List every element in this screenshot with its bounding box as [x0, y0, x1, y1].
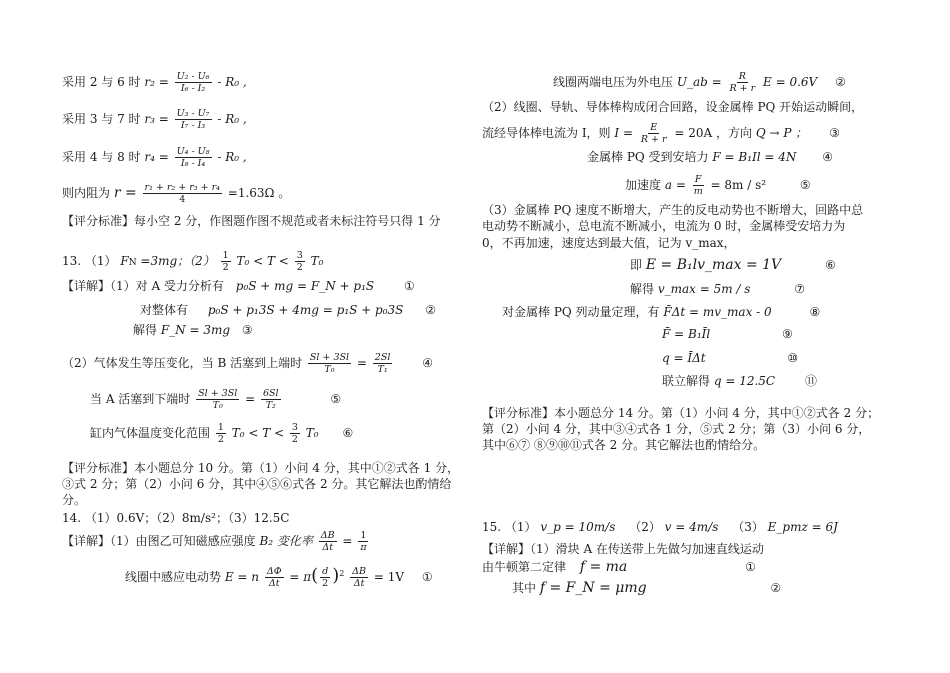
r2-num: U₂ - U₆: [176, 71, 210, 82]
q13-label: 13. （1）: [62, 254, 117, 268]
rc-10-no: ⑨: [782, 327, 793, 341]
q14-answer: 14. （1）0.6V；（2）8m/s²；（3）12.5C: [62, 511, 290, 525]
d13-3-no: ③: [241, 323, 253, 337]
d13-5-eqsign: =: [245, 392, 256, 406]
rc-line7: [630, 257, 836, 273]
rc-7-eq: E = B₁lv_max = 1V: [645, 257, 782, 273]
d13-line6: [90, 422, 353, 445]
rc-line5: [625, 174, 811, 197]
d14-2-d: Δt: [268, 578, 280, 589]
rc-7-text: 即: [630, 258, 643, 272]
q15-c-label: （3）: [732, 520, 764, 534]
score14-line1: 【评分标准】本小题总分 14 分。第（1）小问 4 分，其中①②式各 2 分；: [482, 406, 880, 420]
rc-4-no: ④: [822, 150, 834, 164]
rc-3-d: R + r: [640, 134, 667, 145]
d14-1-n2: 1: [360, 530, 367, 541]
d14-line1: [62, 530, 371, 553]
d13-1-text: 【详解】（1）对 A 受力分析有: [62, 279, 224, 293]
rc-line9: [502, 304, 820, 320]
d13-4-text: （2）气体发生等压变化，当 B 活塞到上端时: [62, 356, 303, 370]
rc-line4: [587, 149, 833, 165]
inner-den: 4: [179, 194, 186, 205]
d14-2-mid: = π: [289, 570, 312, 584]
rc-line6b: 电动势不断减小，总电流不断减小，电流为 0 时，金属棒受安培力为: [482, 219, 846, 233]
q15-label: 15. （1）: [482, 520, 537, 534]
d13-5-d2: T₂: [265, 400, 276, 411]
rc-3-frac: [639, 122, 669, 145]
r4-prefix: 采用 4 与 8 时: [62, 150, 141, 164]
d15-2-no: ①: [745, 560, 756, 574]
q13-f: F: [120, 254, 129, 268]
q15-c: E_pmz = 6J: [767, 520, 838, 534]
rc-line6a: （3）金属棒 PQ 速度不断增大，产生的反电动势也不断增大，回路中总: [482, 203, 864, 217]
d13-6-n2: 3: [291, 422, 298, 433]
r2-fraction: [175, 71, 212, 94]
rc-9-no: ⑧: [809, 305, 821, 319]
d14-1-b: B₂ 变化率: [259, 534, 313, 548]
rc-5-d: m: [693, 186, 703, 197]
rc-3-lhs: I =: [614, 126, 633, 140]
rc-line6c: 0，不再加速，速度达到最大值，记为 v_max，: [482, 236, 736, 250]
rc-4-eq: F = B₁Il = 4N: [712, 150, 797, 164]
d13-6-frac2: [290, 422, 300, 445]
rc-1-text: 线圈两端电压为外电压: [553, 75, 674, 89]
d14-2-text: 线圈中感应电动势: [125, 570, 222, 584]
d14-2-pd: 2: [322, 578, 329, 589]
q13-a-rest: =3mg；（2）: [136, 254, 215, 268]
d14-1-d2: π: [360, 542, 367, 553]
rc-1-frac: [728, 71, 758, 94]
d13-6-d2: 2: [291, 434, 298, 445]
d13-line4: [62, 352, 433, 375]
d15-2-text: 由牛顿第二定律: [482, 560, 567, 574]
rc-5-lhs: a =: [664, 178, 686, 192]
rc-12-no: ⑪: [804, 374, 817, 388]
d13-5-d1: T₀: [212, 400, 223, 411]
d14-2-n: ΔΦ: [266, 566, 282, 577]
score13-line1: 【评分标准】本小题总分 10 分。第（1）小问 4 分，其中①②式各 1 分，: [62, 461, 460, 475]
r4-formula: [62, 146, 247, 169]
rc-11-no: ⑩: [787, 351, 799, 365]
score13-line3: 分。: [62, 493, 87, 507]
d13-4-d1: T₀: [324, 364, 335, 375]
rc-3-text: 流经导体棒电流为 I，则: [482, 126, 611, 140]
rc-9-text: 对金属棒 PQ 列动量定理，有: [502, 305, 660, 319]
d13-4-n1: Sl + 3Sl: [309, 352, 350, 363]
d13-6-d1: 2: [217, 434, 224, 445]
rc-10-eq: F̄ = B₁Īl: [662, 327, 711, 341]
rc-1-result: E = 0.6V: [763, 75, 818, 89]
d13-4-frac2: [373, 352, 393, 375]
d14-2-pn: d: [322, 566, 329, 577]
rc-3-direction: Q → P ；: [755, 126, 808, 140]
rc-12-text: 联立解得: [662, 374, 711, 388]
r2-post: - R₀ ,: [217, 75, 247, 89]
d13-2-no: ②: [425, 303, 436, 317]
r3-lhs: r₃ =: [144, 112, 169, 126]
q13-frac2-num: 3: [296, 250, 303, 261]
r3-prefix: 采用 3 与 7 时: [62, 112, 141, 126]
r4-post: - R₀ ,: [217, 150, 247, 164]
score13-line2: ③式 2 分；第（2）小问 6 分，其中④⑤⑥式各 2 分。其它解法也酌情给: [62, 477, 452, 491]
inner-num: r₁ + r₂ + r₃ + r₄: [144, 182, 220, 193]
d13-5-n2: 6Sl: [262, 388, 279, 399]
d13-line5: [90, 388, 341, 411]
q15-answer: [482, 519, 838, 535]
r4-den: I₈ - I₄: [180, 158, 206, 169]
rc-line2: （2）线圈、导轨、导体棒构成闭合回路，设金属棒 PQ 开始运动瞬间，: [482, 100, 864, 114]
rc-8-no: ⑦: [794, 282, 806, 296]
q13-answer: [62, 250, 323, 273]
d14-1-eqsign: =: [342, 534, 353, 548]
q13-frac1-num: 1: [222, 250, 229, 261]
d13-1-no: ①: [403, 279, 415, 293]
inner-resistance: [62, 182, 290, 205]
r2-den: I₆ - I₂: [180, 83, 206, 94]
r2-prefix: 采用 2 与 6 时: [62, 75, 141, 89]
d13-6-frac1: [216, 422, 226, 445]
d15-line1: 【详解】（1）滑块 A 在传送带上先做匀加速直线运动: [482, 542, 764, 556]
rc-5-no: ⑤: [799, 178, 811, 192]
d13-4-frac1: [308, 352, 351, 375]
rc-line12: [662, 373, 817, 389]
d14-1-frac: [319, 530, 337, 553]
q13-f-sub: N: [128, 258, 137, 268]
rc-11-eq: q = ĪΔt: [662, 351, 706, 365]
d14-1-n: ΔB: [320, 530, 335, 541]
rc-5-result: = 8m / s²: [710, 178, 767, 192]
r3-post: - R₀ ,: [217, 112, 247, 126]
r3-num: U₃ - U₇: [176, 108, 210, 119]
rc-5-n: F: [694, 174, 702, 185]
d15-line2: [482, 559, 756, 575]
d13-5-frac1: [196, 388, 239, 411]
d13-5-n1: Sl + 3Sl: [198, 388, 238, 399]
d15-3-eq: f = F_N = μmg: [539, 580, 647, 596]
d13-6-end: T₀: [305, 426, 319, 440]
d13-3-eq: F_N = 3mg: [160, 323, 231, 337]
q13-frac2: [295, 250, 305, 273]
q15-b-label: （2）: [629, 520, 661, 534]
d14-2-n2: ΔB: [352, 566, 367, 577]
rc-12-eq: q = 12.5C: [713, 374, 776, 388]
d15-line3: [512, 580, 781, 596]
d13-6-no: ⑥: [342, 426, 354, 440]
d15-3-no: ②: [770, 581, 782, 595]
rc-1-n: R: [738, 71, 746, 82]
d14-1-text: 【详解】（1）由图乙可知磁感应强度: [62, 534, 256, 548]
r4-lhs: r₄ =: [144, 150, 169, 164]
score14-line2: 第（2）小问 4 分，其中③④式各 1 分，⑤式 2 分；第（3）小问 6 分，: [482, 422, 871, 436]
rc-line3: [482, 122, 840, 145]
inner-fraction: [143, 182, 222, 205]
score14-line3: 其中⑥⑦ ⑧⑨⑩⑪式各 2 分。其它解法也酌情给分。: [482, 438, 766, 452]
rc-7-no: ⑥: [824, 258, 836, 272]
d13-2-text: 对整体有: [140, 303, 189, 317]
d14-2-d2: Δt: [353, 578, 365, 589]
d15-3-text: 其中: [512, 581, 537, 595]
rc-1-d: R + r: [729, 83, 756, 94]
r2-formula: [62, 71, 247, 94]
d13-line3: [133, 322, 253, 338]
d13-4-n2: 2Sl: [374, 352, 391, 363]
q13-mid: T₀ < T <: [236, 254, 289, 268]
rc-line10: [662, 326, 793, 342]
d13-line1: [62, 278, 415, 294]
d14-2-pfrac: [320, 566, 330, 589]
rc-line1: [553, 71, 846, 94]
d13-6-text: 缸内气体温度变化范围: [90, 426, 211, 440]
d13-6-mid: T₀ < T <: [231, 426, 285, 440]
r2-lhs: r₂ =: [144, 75, 169, 89]
rc-5-text: 加速度: [625, 178, 662, 192]
rc-3-result: = 20A ，方向: [674, 126, 752, 140]
q13-frac2-den: 2: [296, 262, 303, 273]
r4-num: U₄ - U₈: [176, 146, 210, 157]
rc-1-lhs: U_ab =: [676, 75, 722, 89]
q13-end: T₀: [310, 254, 324, 268]
inner-prefix: 则内阻为: [62, 186, 111, 200]
r3-fraction: [175, 108, 212, 131]
inner-result: =1.63Ω 。: [227, 186, 291, 200]
d14-1-d: Δt: [322, 542, 334, 553]
d14-2-lhs: E = n: [224, 570, 260, 584]
rc-8-text: 解得: [630, 282, 655, 296]
inner-lhs: r =: [113, 185, 137, 201]
rc-line11: [662, 350, 798, 366]
q13-frac1-den: 2: [222, 262, 229, 273]
d14-2-frac: [265, 566, 284, 589]
r4-fraction: [175, 146, 212, 169]
rc-3-no: ③: [829, 126, 840, 140]
rc-line8: [630, 281, 805, 297]
d14-2-no: ①: [421, 570, 433, 584]
q13-frac1: [221, 250, 231, 273]
q15-a: v_p = 10m/s: [540, 520, 616, 534]
d13-3-text: 解得: [133, 323, 158, 337]
q15-b: v = 4m/s: [664, 520, 719, 534]
d13-1-eq: p₀S + mg = F_N + p₁S: [235, 279, 375, 293]
d13-5-text: 当 A 活塞到下端时: [90, 392, 191, 406]
rc-8-eq: v_max = 5m / s: [657, 282, 751, 296]
d15-2-eq: f = ma: [579, 559, 628, 575]
d14-1-frac2: [358, 530, 368, 553]
rc-5-frac: [692, 174, 705, 197]
d13-4-d2: T₁: [377, 364, 388, 375]
rc-4-text: 金属棒 PQ 受到安培力: [587, 150, 709, 164]
d14-line2: 线圈中感应电动势 E = n $\frac{\Delta\Phi}{\Delta t}$ = π( $\frac{d}{2}$ )$^2$ $\frac{\Delta B}{\Delta t}$ = 1V ①: [125, 565, 433, 589]
d13-2-eq: p₀S + p₁3S + 4mg = p₁S + p₀3S: [207, 303, 404, 317]
d14-2-result: = 1V: [373, 570, 405, 584]
rc-1-no: ②: [835, 75, 846, 89]
score-standard-12: 【评分标准】每小空 2 分，作图题作图不规范或者未标注符号只得 1 分: [62, 214, 441, 228]
rc-3-n: E: [650, 122, 658, 133]
d13-4-eqsign: =: [356, 356, 367, 370]
r3-formula: [62, 108, 247, 131]
d13-line2: [140, 302, 436, 318]
d13-6-n1: 1: [217, 422, 224, 433]
d13-5-no: ⑤: [330, 392, 342, 406]
d14-2-frac2: [350, 566, 368, 589]
d13-5-frac2: [261, 388, 281, 411]
d13-4-no: ④: [422, 356, 433, 370]
r3-den: I₇ - I₃: [180, 120, 206, 131]
rc-9-eq: F̄Δt = mv_max - 0: [663, 305, 772, 319]
